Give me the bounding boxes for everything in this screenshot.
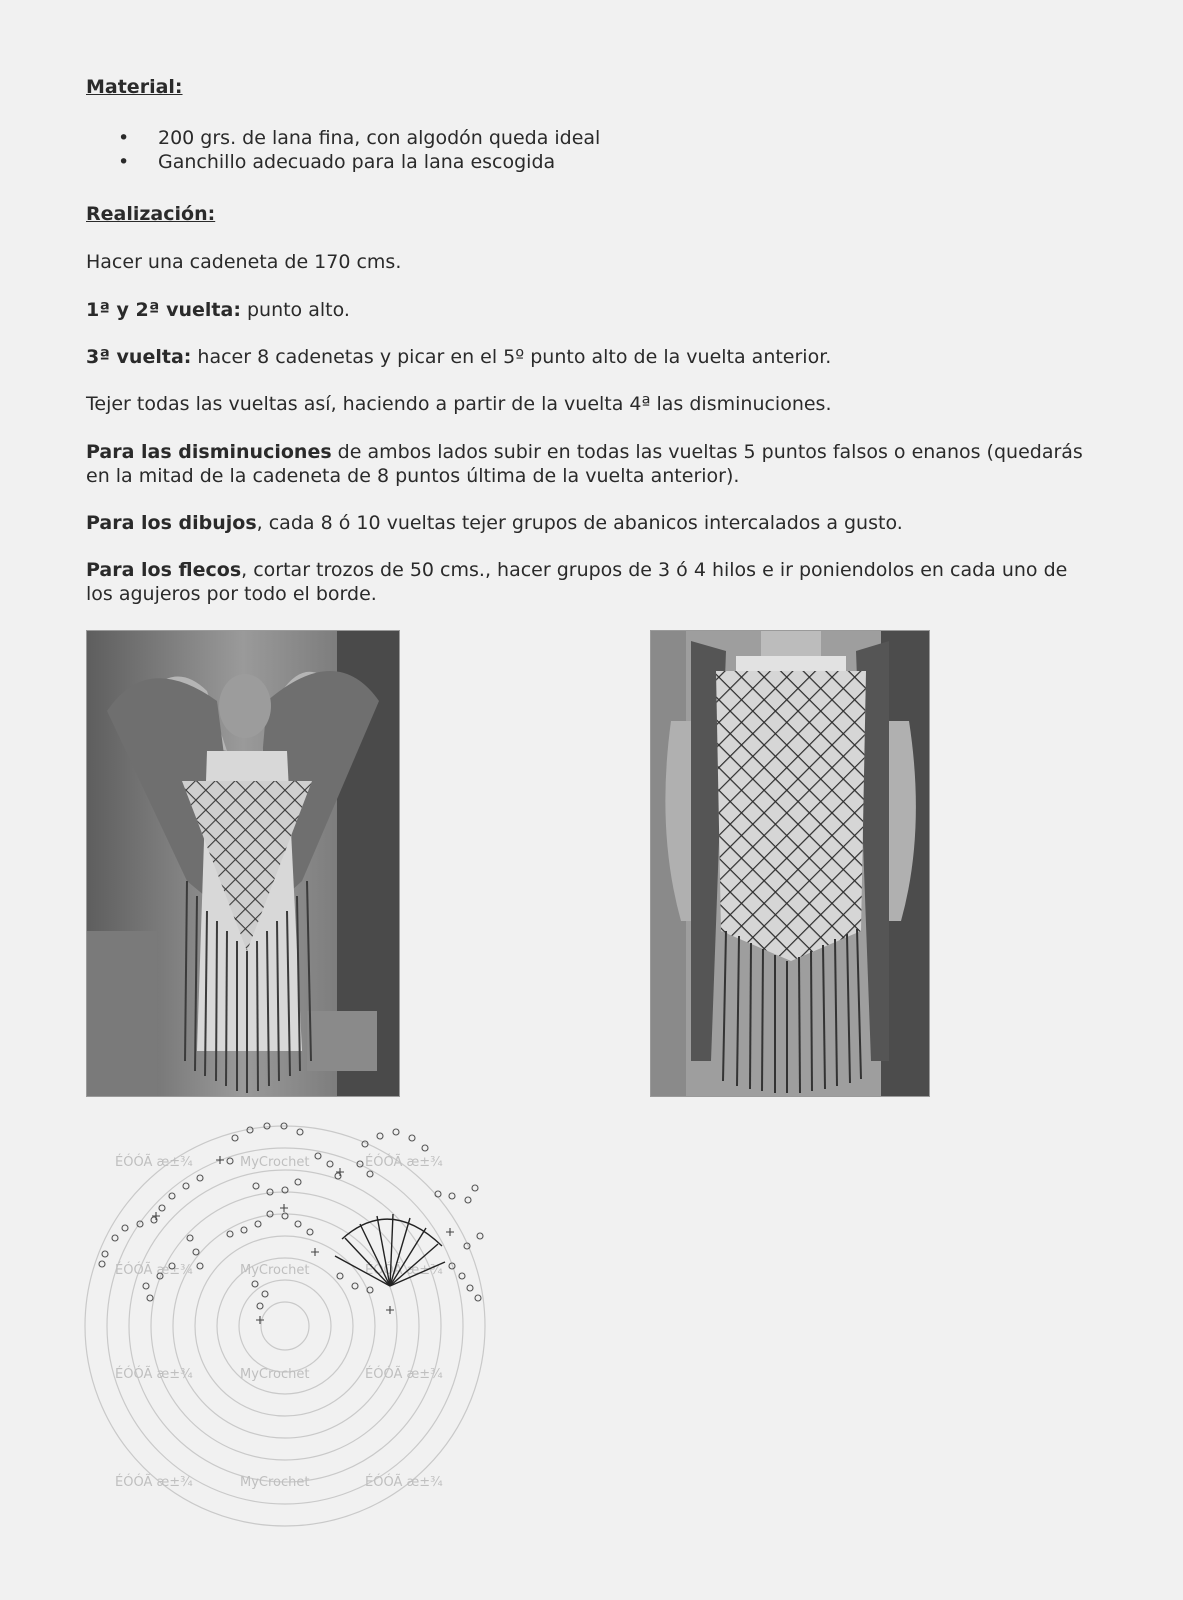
watermark: ÉÓÓÃ æ±¾	[115, 1155, 193, 1170]
dibujos-text: , cada 8 ó 10 vueltas tejer grupos de abanicos intercalados a gusto.	[256, 512, 903, 534]
vuelta3-label: 3ª vuelta:	[86, 346, 192, 368]
vuelta12-paragraph	[86, 298, 1096, 322]
list-item: • Ganchillo adecuado para la lana escogida	[118, 150, 600, 174]
dibujos-label: Para los dibujos	[86, 512, 257, 534]
disminuciones-paragraph	[86, 440, 1096, 488]
intro-paragraph: Hacer una cadeneta de 170 cms.	[86, 251, 402, 273]
crochet-chart-svg	[80, 1116, 510, 1536]
watermark: MyCrochet	[240, 1475, 310, 1490]
vuelta3-text: hacer 8 cadenetas y picar en el 5º punto alto de la vuelta anterior.	[191, 346, 832, 368]
flecos-text: , cortar trozos de 50 cms., hacer grupos de 3 ó 4 hilos e ir poniendolos en cada uno de los agujeros por todo el borde.	[86, 559, 1068, 605]
crochet-chart-diagram	[80, 1116, 510, 1540]
shawl-photo-front-draped	[650, 630, 930, 1097]
vuelta12-text: punto alto.	[240, 299, 350, 321]
watermark: ÉÓÓÃ æ±¾	[365, 1475, 443, 1490]
realizacion-heading: Realización:	[86, 203, 216, 225]
vuelta12-label: 1ª y 2ª vuelta:	[86, 299, 241, 321]
flecos-paragraph	[86, 558, 1096, 606]
disminuciones-text: de ambos lados subir en todas las vueltas 5 puntos falsos o enanos (quedarás en la mitad de la cadeneta de 8 puntos última de la vuelta anterior).	[86, 441, 1083, 487]
shawl-photo-front-arms-raised	[86, 630, 400, 1097]
vuelta3-paragraph	[86, 345, 1096, 369]
disminuciones-label: Para las disminuciones	[86, 441, 332, 463]
watermark: ÉÓÓÃ æ±¾	[115, 1367, 193, 1382]
list-item: • 200 grs. de lana fina, con algodón queda ideal	[118, 126, 600, 150]
watermark: MyCrochet	[240, 1155, 310, 1170]
material-list	[118, 126, 600, 174]
watermark: MyCrochet	[240, 1263, 310, 1278]
watermark: ÉÓÓÃ æ±¾	[365, 1155, 443, 1170]
dibujos-paragraph	[86, 511, 1096, 535]
watermark: ÉÓÓÃ æ±¾	[365, 1263, 443, 1278]
watermark: ÉÓÓÃ æ±¾	[115, 1263, 193, 1278]
flecos-label: Para los flecos	[86, 559, 242, 581]
material-heading: Material:	[86, 76, 183, 98]
watermark: ÉÓÓÃ æ±¾	[365, 1367, 443, 1382]
watermark: ÉÓÓÃ æ±¾	[115, 1475, 193, 1490]
watermark: MyCrochet	[240, 1367, 310, 1382]
tejer-paragraph: Tejer todas las vueltas así, haciendo a partir de la vuelta 4ª las disminuciones.	[86, 393, 832, 415]
